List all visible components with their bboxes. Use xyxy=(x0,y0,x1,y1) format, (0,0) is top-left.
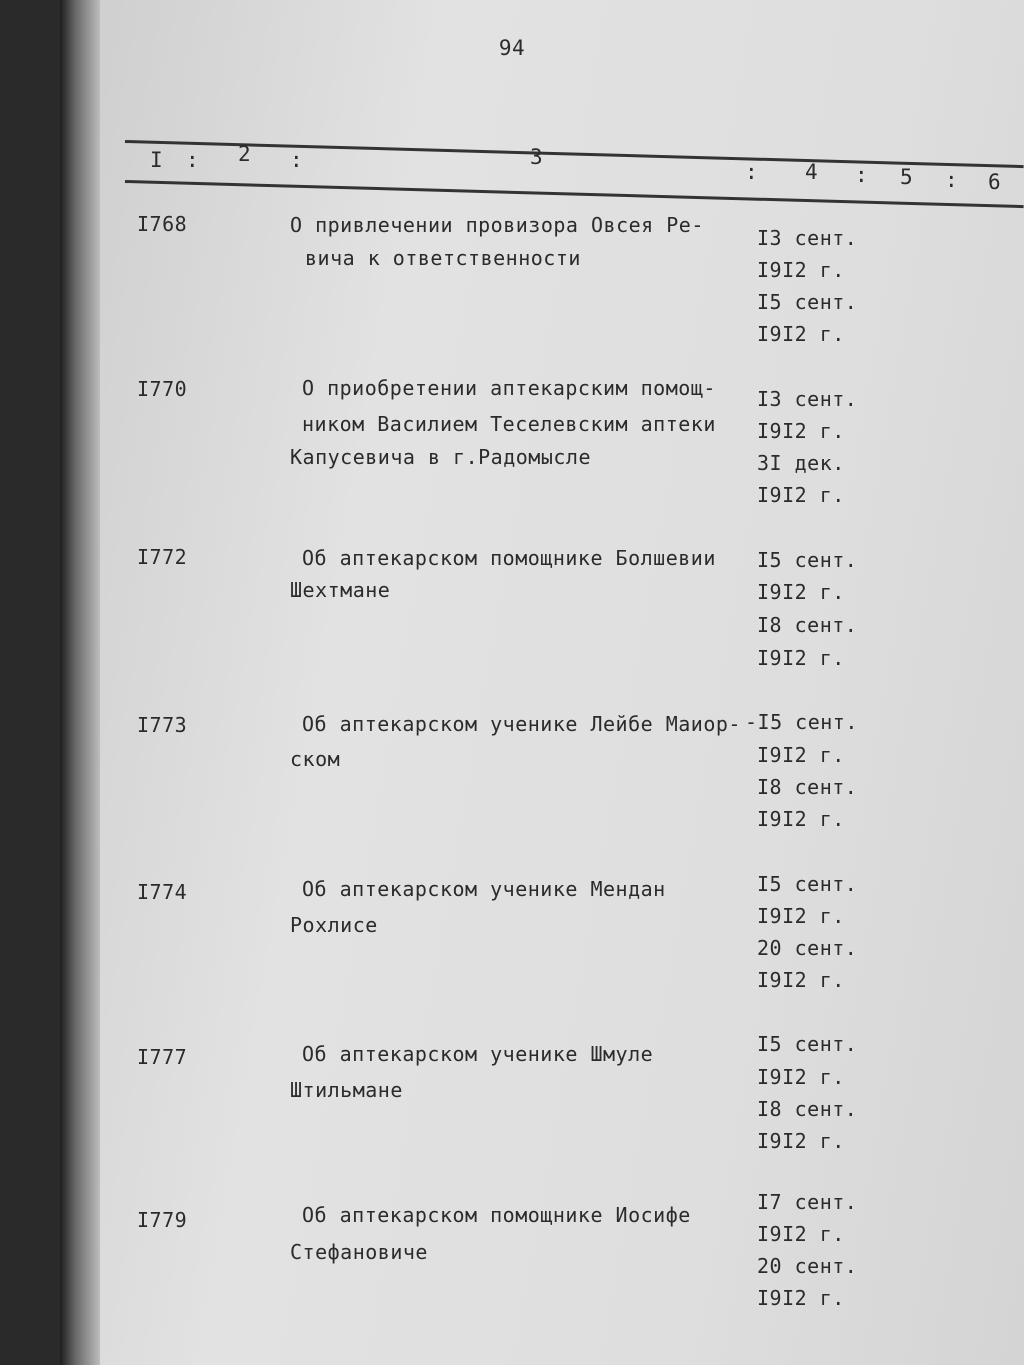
record-date-line: I9I2 г. xyxy=(757,1222,845,1246)
record-date-line: I7 сент. xyxy=(757,1190,858,1214)
record-title-line: Штильмане xyxy=(290,1078,403,1102)
record-date-line: I9I2 г. xyxy=(757,743,845,767)
record-date-line: I3 сент. xyxy=(757,387,858,411)
record-date-line: I9I2 г. xyxy=(757,904,845,928)
record-date-line: I3 сент. xyxy=(757,226,858,250)
record-title-line: вича к ответственности xyxy=(305,246,581,270)
header-sep-1: : xyxy=(186,148,200,172)
record-title-line: ником Василием Теселевским аптеки xyxy=(302,412,716,436)
record-date-line: I8 сент. xyxy=(757,775,858,799)
record-number: I779 xyxy=(137,1208,188,1232)
record-title-line: Рохлисе xyxy=(290,913,378,937)
record-date-line: 20 сент. xyxy=(757,936,858,960)
record-number: I774 xyxy=(137,880,188,904)
record-number: I777 xyxy=(137,1045,188,1069)
record-number: I770 xyxy=(137,377,188,401)
record-number: I768 xyxy=(137,212,188,236)
record-date-line: I5 сент. xyxy=(757,548,858,572)
record-date-line: I9I2 г. xyxy=(757,322,845,346)
record-title-line: Стефановиче xyxy=(290,1240,428,1264)
record-date-line: -I5 сент. xyxy=(745,710,858,734)
record-date-line: I9I2 г. xyxy=(757,807,845,831)
record-date-line: I9I2 г. xyxy=(757,1065,845,1089)
header-sep-5: : xyxy=(945,168,959,192)
record-title-line: О привлечении провизора Овсея Ре- xyxy=(290,213,704,237)
record-number: I773 xyxy=(137,713,188,737)
header-col-1: I xyxy=(150,148,164,172)
book-binding xyxy=(60,0,100,1365)
record-date-line: I5 сент. xyxy=(757,872,858,896)
record-title-line: Об аптекарском помощнике Иосифе xyxy=(302,1203,691,1227)
record-title-line: Об аптекарском ученике Мендан xyxy=(302,877,666,901)
record-title-line: ском xyxy=(290,747,341,771)
record-date-line: I9I2 г. xyxy=(757,483,845,507)
record-date-line: I9I2 г. xyxy=(757,968,845,992)
record-date-line: I5 сент. xyxy=(757,290,858,314)
record-date-line: I9I2 г. xyxy=(757,419,845,443)
record-date-line: I9I2 г. xyxy=(757,1129,845,1153)
record-date-line: 3I дек. xyxy=(757,451,845,475)
record-date-line: I9I2 г. xyxy=(757,258,845,282)
header-sep-2: : xyxy=(290,148,304,172)
record-title-line: Шехтмане xyxy=(290,578,391,602)
record-date-line: I9I2 г. xyxy=(757,580,845,604)
header-sep-4: : xyxy=(855,163,869,187)
header-col-3: 3 xyxy=(530,145,544,169)
record-title-line: О приобретении аптекарским помощ- xyxy=(302,376,716,400)
record-date-line: I8 сент. xyxy=(757,613,858,637)
header-col-6: 6 xyxy=(988,170,1002,194)
record-title-line: Об аптекарском помощнике Болшевии xyxy=(302,546,716,570)
record-date-line: I8 сент. xyxy=(757,1097,858,1121)
record-date-line: I9I2 г. xyxy=(757,1286,845,1310)
record-date-line: 20 сент. xyxy=(757,1254,858,1278)
document-page xyxy=(95,0,1024,1365)
header-col-5: 5 xyxy=(900,165,914,189)
header-col-2: 2 xyxy=(238,142,252,166)
record-date-line: I5 сент. xyxy=(757,1032,858,1056)
record-number: I772 xyxy=(137,545,188,569)
header-col-4: 4 xyxy=(805,160,819,184)
record-title-line: Капусевича в г.Радомысле xyxy=(290,445,591,469)
page-number: 94 xyxy=(498,36,526,60)
record-date-line: I9I2 г. xyxy=(757,646,845,670)
header-sep-3: : xyxy=(745,160,759,184)
record-title-line: Об аптекарском ученике Лейбе Маиор- xyxy=(302,712,741,736)
record-title-line: Об аптекарском ученике Шмуле xyxy=(302,1042,654,1066)
